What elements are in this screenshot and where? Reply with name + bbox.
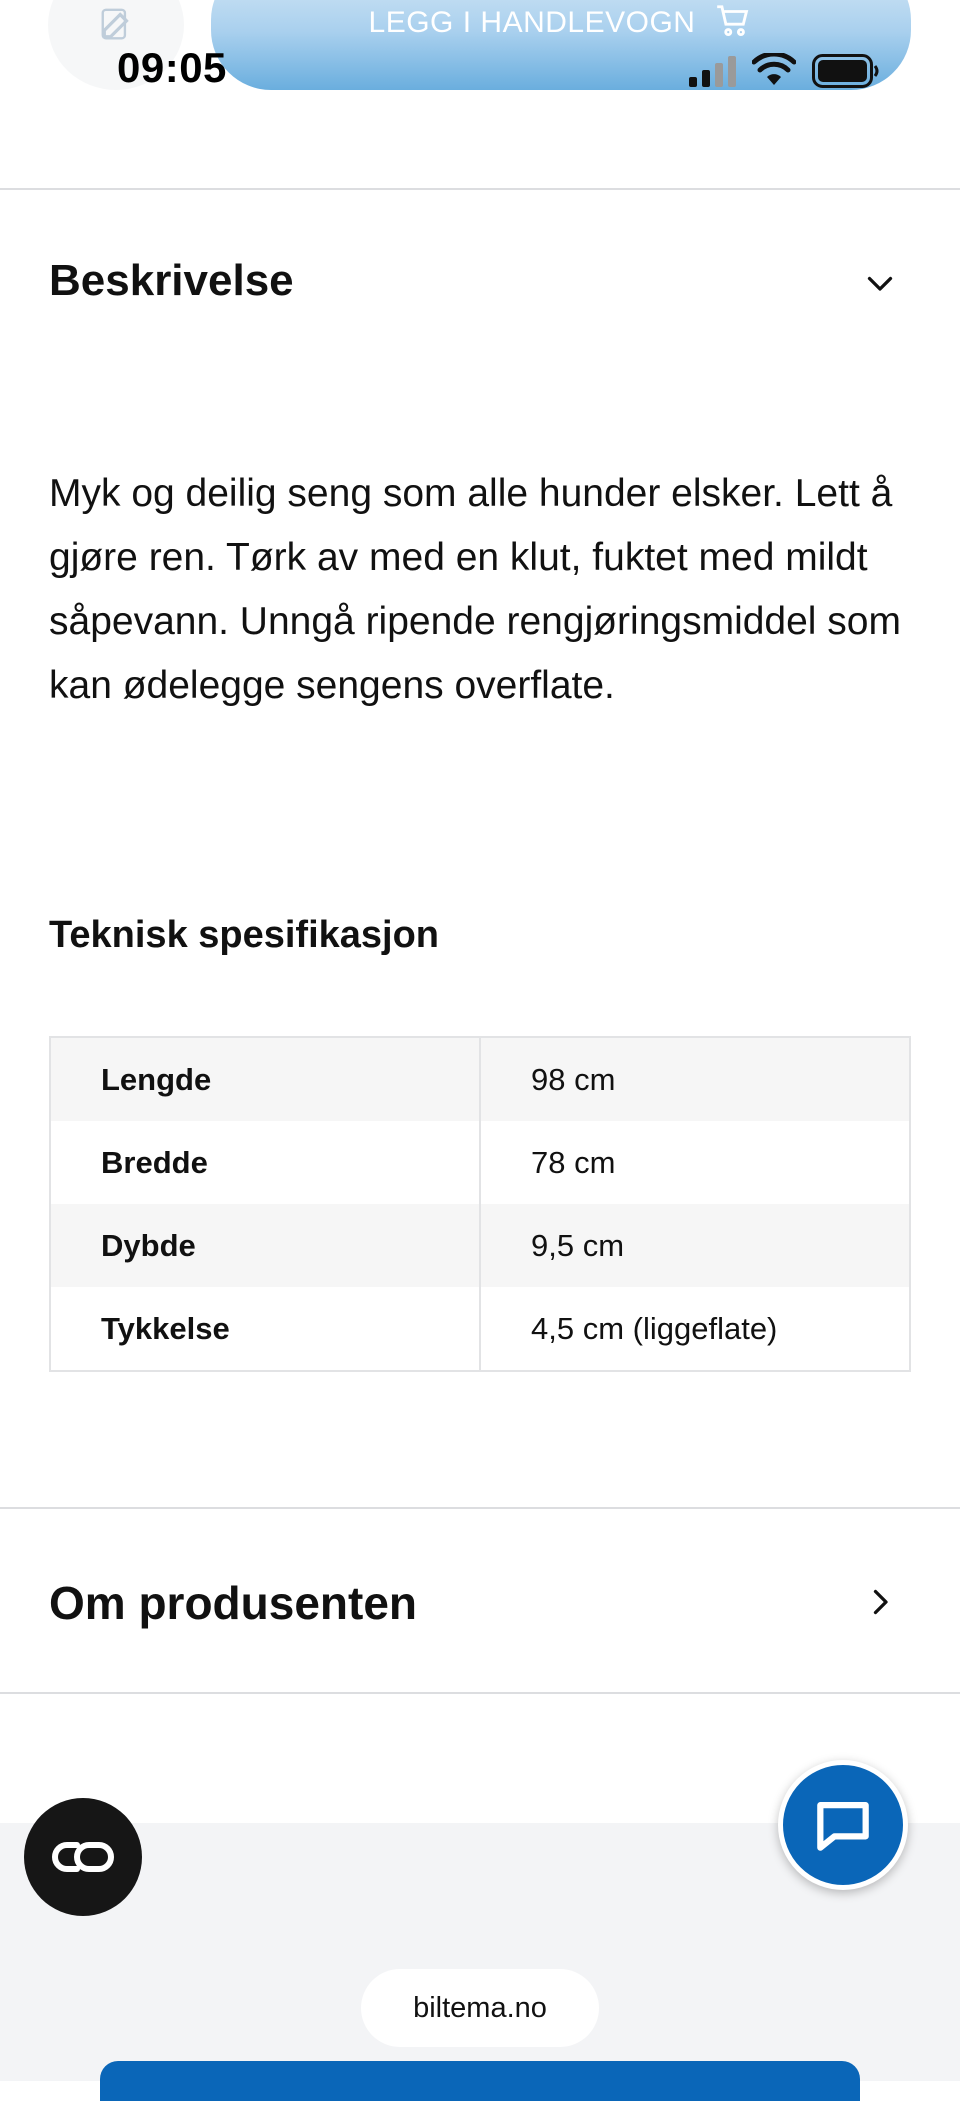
chevron-down-icon[interactable] bbox=[862, 265, 898, 301]
address-bar-url: biltema.no bbox=[413, 1991, 547, 2024]
manufacturer-heading[interactable]: Om produsenten bbox=[49, 1577, 418, 1629]
bottom-action-bar[interactable] bbox=[100, 2061, 860, 2101]
product-description: Myk og deilig seng som alle hunder elsker. Lett å gjøre ren. Tørk av med en klut, fuktet med mildt såpevann. Unngå ripende rengjøringsmiddel som kan ødelegge sengens overflate. bbox=[49, 472, 901, 707]
divider bbox=[0, 1692, 960, 1694]
spec-table bbox=[49, 1036, 911, 1372]
cart-icon bbox=[713, 2, 753, 40]
spec-label: Lengde bbox=[51, 1038, 481, 1121]
chat-button[interactable] bbox=[778, 1760, 908, 1890]
battery-icon bbox=[812, 54, 880, 88]
spec-value: 9,5 cm bbox=[531, 1227, 625, 1263]
spec-row bbox=[51, 1287, 909, 1370]
status-time: 09:05 bbox=[117, 44, 227, 91]
description-heading[interactable]: Beskrivelse bbox=[49, 256, 294, 305]
spec-label: Tykkelse bbox=[51, 1287, 481, 1370]
status-bar bbox=[0, 0, 960, 95]
divider bbox=[0, 188, 960, 190]
wifi-icon bbox=[752, 53, 796, 87]
spec-value: 78 cm bbox=[531, 1144, 616, 1180]
spec-row bbox=[51, 1204, 909, 1287]
spec-row bbox=[51, 1038, 909, 1121]
address-bar[interactable] bbox=[361, 1969, 599, 2047]
divider bbox=[0, 1507, 960, 1509]
chevron-right-icon[interactable] bbox=[862, 1584, 898, 1620]
spec-label: Dybde bbox=[51, 1204, 481, 1287]
spec-heading: Teknisk spesifikasjon bbox=[49, 914, 440, 956]
add-to-cart-label: LEGG I HANDLEVOGN bbox=[368, 6, 696, 39]
spec-value: 98 cm bbox=[531, 1061, 616, 1097]
spec-label: Bredde bbox=[51, 1121, 481, 1204]
add-to-cart-button[interactable] bbox=[211, 0, 911, 90]
spec-value: 4,5 cm (liggeflate) bbox=[531, 1310, 778, 1346]
cookie-settings-icon bbox=[51, 1837, 115, 1877]
spec-row bbox=[51, 1121, 909, 1204]
chat-icon bbox=[809, 1791, 877, 1859]
cookie-settings-button[interactable] bbox=[24, 1798, 142, 1916]
edit-icon bbox=[98, 5, 136, 43]
cellular-signal-icon bbox=[689, 55, 737, 87]
